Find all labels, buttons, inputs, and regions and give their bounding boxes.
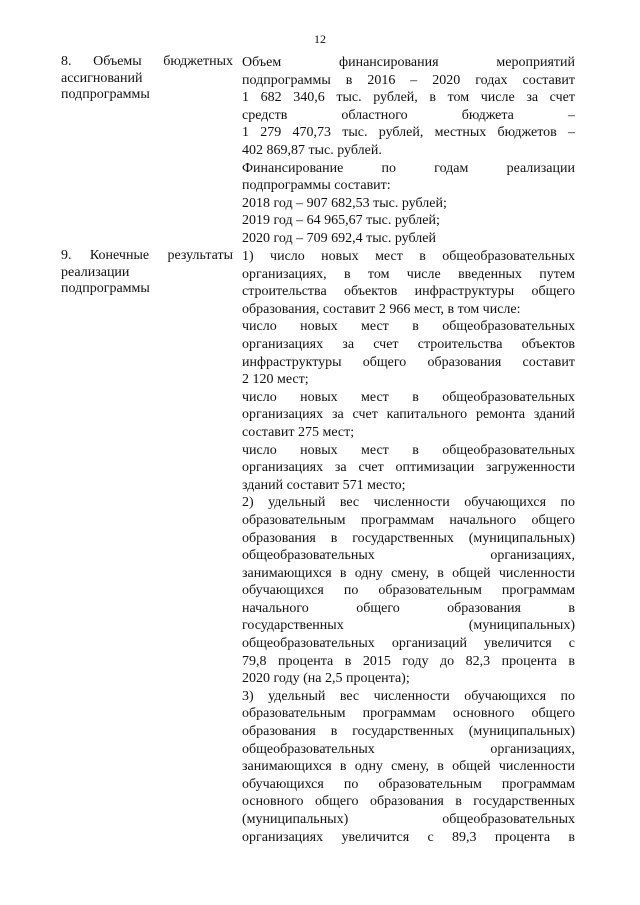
row-content-budget — [242, 54, 575, 248]
content-line: инфраструктуры общего образования составит — [242, 354, 575, 370]
label-line: ассигнований — [61, 70, 143, 86]
content-line: организациях за счет капитального ремонта зданий — [242, 407, 575, 423]
content-line: общеобразовательных организаций увеличится с — [242, 636, 575, 652]
content-line: 2020 год – 709 692,4 тыс. рублей — [242, 230, 436, 246]
content-line: организациях за счет строительства объектов — [242, 336, 575, 352]
content-line: основного общего образования в государственных — [242, 794, 575, 810]
row-label-results — [61, 248, 233, 298]
content-line: число новых мест в общеобразовательных — [242, 319, 575, 335]
content-line: 2 120 мест; — [242, 372, 309, 388]
page-number: 12 — [314, 32, 326, 46]
content-line: 2) удельный вес численности обучающихся по — [242, 495, 575, 511]
content-line: строительства объектов инфраструктуры общего — [242, 284, 575, 300]
content-line: общеобразовательных организациях, — [242, 741, 575, 757]
content-line: 79,8 процента в 2015 году до 82,3 процента в — [242, 653, 575, 669]
content-line: средств областного бюджета – — [242, 107, 575, 123]
content-line: начального общего образования в — [242, 600, 575, 616]
content-line: организациях, в том числе введенных путем — [242, 266, 575, 282]
content-line: 402 869,87 тыс. рублей. — [242, 142, 382, 158]
content-line: образовательным программам начального общего — [242, 512, 575, 528]
label-line: подпрограммы — [61, 87, 150, 102]
content-line: подпрограммы составит: — [242, 178, 391, 194]
content-line: образовательным программам основного общего — [242, 706, 575, 722]
content-line: организациях увеличится с 89,3 процента в — [242, 829, 575, 845]
content-line: 2020 году (на 2,5 процента); — [242, 671, 410, 687]
content-line: число новых мест в общеобразовательных — [242, 389, 575, 405]
content-line: образования в государственных (муниципальных) — [242, 724, 575, 740]
content-line: (муниципальных) общеобразовательных — [242, 812, 575, 827]
content-line: образования, составит 2 966 мест, в том числе: — [242, 301, 521, 317]
content-line: образования в государственных (муниципальных) — [242, 530, 575, 546]
content-line: государственных (муниципальных) — [242, 618, 575, 634]
content-line: Финансирование по годам реализации — [242, 160, 575, 176]
content-line: составит 275 мест; — [242, 424, 355, 440]
content-line: число новых мест в общеобразовательных — [242, 442, 575, 458]
content-line: 2019 год – 64 965,67 тыс. рублей; — [242, 213, 440, 229]
label-line: 9. Конечные результаты — [61, 248, 233, 263]
content-line: обучающихся по образовательным программам — [242, 583, 575, 599]
content-line: 3) удельный вес численности обучающихся по — [242, 688, 575, 704]
row-label-budget — [61, 54, 233, 104]
content-line: зданий составит 571 место; — [242, 477, 406, 493]
content-line: 1 279 470,73 тыс. рублей, местных бюджетов – — [242, 125, 575, 141]
label-line: подпрограммы — [61, 281, 150, 296]
content-line: обучающихся по образовательным программам — [242, 776, 575, 792]
content-line: Объем финансирования мероприятий — [242, 55, 575, 70]
row-content-results — [242, 248, 575, 846]
content-line: занимающихся в одну смену, в общей численности — [242, 565, 575, 581]
content-line: организациях за счет оптимизации загруженности — [242, 460, 575, 476]
content-line: 2018 год – 907 682,53 тыс. рублей; — [242, 195, 447, 211]
label-line: 8. Объемы бюджетных — [61, 54, 233, 69]
content-line: 1) число новых мест в общеобразовательных — [242, 249, 575, 264]
content-line: занимающихся в одну смену, в общей численности — [242, 759, 575, 775]
label-line: реализации — [61, 264, 130, 280]
content-line: общеобразовательных организациях, — [242, 548, 575, 564]
content-line: подпрограммы в 2016 – 2020 годах составит — [242, 72, 575, 88]
content-line: 1 682 340,6 тыс. рублей, в том числе за счет — [242, 90, 575, 106]
